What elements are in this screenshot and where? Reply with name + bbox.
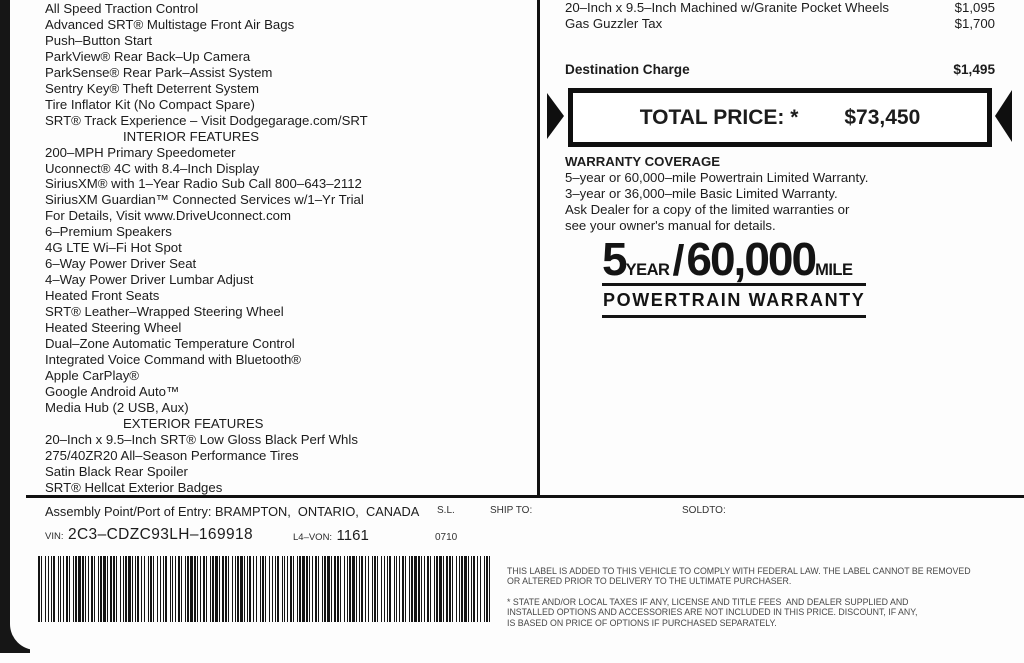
- warranty-line: 3–year or 36,000–mile Basic Limited Warranty.: [565, 186, 838, 201]
- warranty-line: 5–year or 60,000–mile Powertrain Limited Warranty.: [565, 170, 869, 185]
- option-row: [565, 16, 995, 32]
- feature-item: SRT® Leather–Wrapped Steering Wheel: [45, 304, 284, 320]
- plant-code: 0710: [435, 532, 458, 543]
- feature-item: ParkView® Rear Back–Up Camera: [45, 48, 251, 64]
- option-row: [565, 0, 995, 16]
- total-price-box: [568, 88, 992, 147]
- feature-item: 20–Inch x 9.5–Inch SRT® Low Gloss Black Perf Whls: [45, 431, 358, 447]
- features-list: [45, 1, 530, 496]
- left-arrow-icon: [547, 93, 564, 139]
- warranty-line: see your owner's manual for details.: [565, 218, 776, 233]
- feature-item: SiriusXM Guardian™ Connected Services w/1–Yr Trial: [45, 192, 364, 208]
- feature-item: Sentry Key® Theft Deterrent System: [45, 80, 259, 96]
- warranty-slash: /: [672, 237, 685, 285]
- legal-line: IS BASED ON PRICE OF OPTIONS IF PURCHASED SEPARATELY.: [507, 617, 777, 628]
- features-section-header: EXTERIOR FEATURES: [123, 415, 264, 431]
- features-section-header: INTERIOR FEATURES: [123, 128, 260, 144]
- warranty-year-unit: YEAR: [625, 261, 670, 279]
- option-price: $1,700: [954, 16, 995, 31]
- powertrain-warranty-title: POWERTRAIN WARRANTY: [602, 287, 866, 318]
- vin-row: [45, 526, 253, 544]
- warranty-years: 5: [602, 233, 626, 285]
- feature-item: 275/40ZR20 All–Season Performance Tires: [45, 447, 299, 463]
- sold-to-label: SOLDTO:: [682, 505, 726, 516]
- feature-item: Integrated Voice Command with Bluetooth®: [45, 351, 302, 367]
- vin-value: 2C3–CDZC93LH–169918: [67, 526, 254, 543]
- warranty-mile-unit: MILE: [815, 261, 853, 279]
- barcode-bar: [489, 556, 490, 622]
- powertrain-warranty-figures: [602, 233, 866, 286]
- feature-item: ParkSense® Rear Park–Assist System: [45, 64, 273, 80]
- feature-item: Satin Black Rear Spoiler: [45, 463, 188, 479]
- total-price-label: TOTAL PRICE: *: [639, 105, 799, 129]
- assembly-point-line: Assembly Point/Port of Entry: BRAMPTON, ONTARIO, CANADA: [45, 504, 420, 519]
- legal-line: THIS LABEL IS ADDED TO THIS VEHICLE TO COMPLY WITH FEDERAL LAW. THE LABEL CANNOT BE REMOVED: [507, 566, 971, 576]
- feature-item: Push–Button Start: [45, 32, 153, 48]
- feature-item: Uconnect® 4C with 8.4–Inch Display: [45, 160, 260, 176]
- feature-item: Google Android Auto™: [45, 383, 180, 399]
- option-label: Gas Guzzler Tax: [565, 16, 663, 31]
- legal-line: INSTALLED OPTIONS AND ACCESSORIES ARE NOT INCLUDED IN THIS PRICE. DISCOUNT, IF ANY,: [507, 607, 918, 618]
- sl-label: S.L.: [437, 505, 455, 516]
- label-rounded-corner: [10, 0, 36, 650]
- feature-item: Apple CarPlay®: [45, 367, 140, 383]
- destination-charge-price: $1,495: [953, 62, 995, 77]
- feature-item: 6–Way Power Driver Seat: [45, 256, 197, 272]
- von-label: L4–VON:: [293, 532, 333, 543]
- legal-line: * STATE AND/OR LOCAL TAXES IF ANY, LICENSE AND TITLE FEES AND DEALER SUPPLIED AND: [507, 596, 909, 607]
- total-price-value: $73,450: [844, 105, 921, 129]
- legal-text-block: [507, 566, 971, 638]
- feature-item: Media Hub (2 USB, Aux): [45, 399, 189, 415]
- destination-charge-row: [565, 62, 995, 77]
- warranty-coverage-heading: WARRANTY COVERAGE: [565, 154, 721, 169]
- vin-barcode: [38, 556, 490, 622]
- feature-item: 4G LTE Wi–Fi Hot Spot: [45, 240, 182, 256]
- right-arrow-icon: [995, 90, 1012, 142]
- option-price: $1,095: [954, 0, 995, 15]
- feature-item: Advanced SRT® Multistage Front Air Bags: [45, 16, 295, 32]
- destination-charge-label: Destination Charge: [565, 62, 690, 77]
- warranty-line: Ask Dealer for a copy of the limited warranties or: [565, 202, 850, 217]
- powertrain-warranty-logo: [602, 233, 866, 318]
- von-row: [293, 527, 369, 545]
- legal-line: OR ALTERED PRIOR TO DELIVERY TO THE ULTIMATE PURCHASER.: [507, 576, 792, 587]
- ship-to-label: SHIP TO:: [490, 505, 533, 516]
- warranty-coverage-section: [565, 154, 868, 234]
- warranty-miles: 60,000: [686, 233, 816, 285]
- feature-item: SRT® Hellcat Exterior Badges: [45, 479, 223, 495]
- option-rows: [565, 0, 995, 32]
- federal-law-notice: [507, 566, 971, 587]
- taxes-disclaimer: [507, 597, 971, 628]
- feature-item: Heated Steering Wheel: [45, 320, 182, 336]
- feature-item: 4–Way Power Driver Lumbar Adjust: [45, 272, 254, 288]
- feature-item: Tire Inflator Kit (No Compact Spare): [45, 96, 255, 112]
- feature-item: 6–Premium Speakers: [45, 224, 172, 240]
- footer-divider: [26, 495, 1024, 498]
- feature-item: 200–MPH Primary Speedometer: [45, 144, 236, 160]
- warranty-lines: [565, 170, 868, 234]
- column-divider: [537, 0, 540, 496]
- option-label: 20–Inch x 9.5–Inch Machined w/Granite Pocket Wheels: [565, 0, 890, 15]
- feature-item: SRT® Track Experience – Visit Dodgegarage.com/SRT: [45, 112, 368, 128]
- feature-item: SiriusXM® with 1–Year Radio Sub Call 800–643–2112: [45, 176, 362, 192]
- feature-item: All Speed Traction Control: [45, 1, 199, 16]
- feature-item: For Details, Visit www.DriveUconnect.com: [45, 208, 291, 224]
- von-value: 1161: [336, 527, 369, 544]
- vin-label: VIN:: [45, 531, 64, 542]
- feature-item: Dual–Zone Automatic Temperature Control: [45, 336, 295, 352]
- feature-item: Heated Front Seats: [45, 288, 160, 304]
